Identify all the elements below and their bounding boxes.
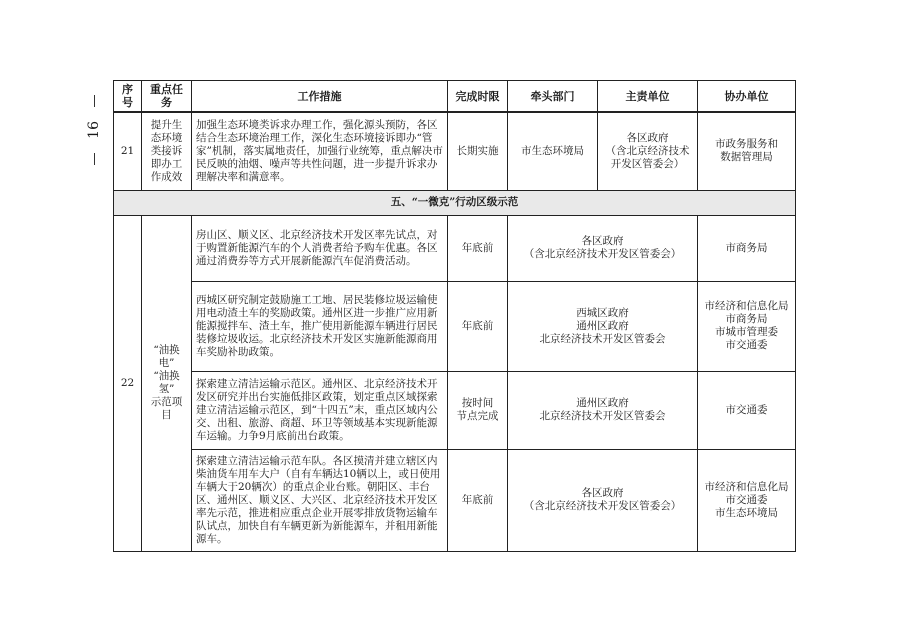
table-row-21 bbox=[114, 112, 796, 190]
row22-sub1-measure: 房山区、顺义区、北京经济技术开发区率先试点，对于购置新能源汽车的个人消费者给予购车优惠。各区通过消费券等方式开展新能源汽车促消费活动。 bbox=[192, 215, 448, 281]
row22-sub3-responsible-line: 通州区政府 bbox=[576, 397, 629, 409]
table-row-22-sub3 bbox=[114, 371, 796, 449]
page-number bbox=[82, 95, 106, 165]
row22-sub4-assist bbox=[698, 449, 796, 551]
row21-assist-line: 数据管理局 bbox=[720, 151, 773, 164]
row21-deadline: 长期实施 bbox=[448, 112, 508, 190]
header-measure: 工作措施 bbox=[192, 81, 448, 113]
header-responsible: 主责单位 bbox=[598, 81, 698, 113]
page-number-dash-bottom bbox=[94, 153, 95, 165]
row22-no: 22 bbox=[114, 215, 142, 551]
row21-assist-line: 市政务服务和 bbox=[715, 138, 778, 151]
row22-sub2-assist bbox=[698, 281, 796, 371]
row22-sub4-assist-line: 市交通委 bbox=[725, 493, 768, 506]
header-lead: 牵头部门 bbox=[508, 81, 598, 113]
row22-sub2-responsible bbox=[508, 281, 698, 371]
row22-sub3-assist: 市交通委 bbox=[698, 371, 796, 449]
page-number-dash-top bbox=[94, 95, 95, 107]
page-number-text: 16 bbox=[86, 121, 102, 139]
row22-sub3-deadline-line: 节点完成 bbox=[456, 410, 499, 422]
row22-sub2-responsible-line: 北京经济技术开发区管委会 bbox=[539, 332, 666, 345]
row22-sub3-responsible bbox=[508, 371, 698, 449]
row22-sub4-measure: 探索建立清洁运输示范车队。各区摸清并建立辖区内柴油货车用车大户（自有车辆达10辆以上，或日使用车辆大于20辆次）的重点企业台账。朝阳区、丰台区、通州区、顺义区、大兴区、北京经济技术开发区率先示范，推进相应重点企业开展零排放货物运输车队试点，加快自有车辆更新为新能源车，并租用新能源车。 bbox=[192, 449, 448, 551]
row22-sub2-assist-line: 市交通委 bbox=[725, 339, 768, 351]
row22-sub4-assist-line: 市经济和信息化局 bbox=[704, 480, 789, 493]
row22-sub1-responsible-line: 各区政府 bbox=[581, 235, 624, 247]
section-title: 五、“一微克”行动区级示范 bbox=[114, 190, 796, 215]
table-row-22-sub2 bbox=[114, 281, 796, 371]
row21-responsible-line: （含北京经济技术 bbox=[605, 144, 690, 157]
row22-sub1-responsible-line: （含北京经济技术开发区管委会） bbox=[523, 248, 682, 260]
row21-responsible-line: 开发区管委会） bbox=[610, 157, 685, 170]
header-no: 序号 bbox=[114, 81, 142, 113]
row21-task: 提升生态环境类接诉即办工作成效 bbox=[142, 112, 192, 190]
row22-task bbox=[142, 215, 192, 551]
row22-sub4-responsible bbox=[508, 449, 698, 551]
row22-sub1-deadline: 年底前 bbox=[448, 215, 508, 281]
row21-lead: 市生态环境局 bbox=[508, 112, 598, 190]
row21-assist bbox=[698, 112, 796, 190]
row22-sub3-responsible-line: 北京经济技术开发区管委会 bbox=[539, 410, 666, 422]
row22-sub2-deadline: 年底前 bbox=[448, 281, 508, 371]
row22-sub2-measure: 西城区研究制定鼓励施工工地、居民装修垃圾运输使用电动渣土车的奖励政策。通州区进一步推广应用新能源搅拌车、渣土车，推广使用新能源车辆进行居民装修垃圾收运。北京经济技术开发区实施新能源商用车奖励补助政策。 bbox=[192, 281, 448, 371]
row22-sub4-deadline: 年底前 bbox=[448, 449, 508, 551]
row22-sub2-assist-line: 市商务局 bbox=[725, 313, 768, 325]
row22-sub4-responsible-line: （含北京经济技术开发区管委会） bbox=[523, 500, 682, 512]
row22-sub2-responsible-line: 通州区政府 bbox=[576, 319, 629, 332]
row21-measure: 加强生态环境类诉求办理工作，强化源头预防，各区结合生态环境治理工作，深化生态环境接诉即办“管家”机制，落实属地责任，加强行业统筹，重点解决市民反映的油烟、噪声等共性问题，进一步提升诉求办理解决率和满意率。 bbox=[192, 112, 448, 190]
row22-sub3-deadline bbox=[448, 371, 508, 449]
row21-responsible-line: 各区政府 bbox=[626, 131, 669, 144]
header-task: 重点任务 bbox=[142, 81, 192, 113]
table-row-22-sub1 bbox=[114, 215, 796, 281]
section-row bbox=[114, 190, 796, 215]
row22-sub2-responsible-line: 西城区政府 bbox=[576, 306, 629, 319]
row22-sub1-assist: 市商务局 bbox=[698, 215, 796, 281]
row22-sub3-measure: 探索建立清洁运输示范区。通州区、北京经济技术开发区研究并出台实施低排区政策，划定重点区域探索建立清洁运输示范区，到“十四五”末，重点区域内公交、出租、旅游、商超、环卫等领域基本实现新能源车运输。力争9月底前出台政策。 bbox=[192, 371, 448, 449]
task-table bbox=[113, 80, 796, 552]
row22-task-line: “油换氢” bbox=[153, 370, 180, 395]
table-header-row bbox=[114, 81, 796, 113]
header-deadline: 完成时限 bbox=[448, 81, 508, 113]
row22-sub2-assist-line: 市经济和信息化局 bbox=[704, 300, 789, 312]
table-row-22-sub4 bbox=[114, 449, 796, 551]
row22-sub3-deadline-line: 按时间 bbox=[461, 397, 494, 409]
row22-sub2-assist-line: 市城市管理委 bbox=[715, 326, 778, 338]
row22-sub4-responsible-line: 各区政府 bbox=[581, 487, 624, 499]
row21-no: 21 bbox=[114, 112, 142, 190]
row21-responsible bbox=[598, 112, 698, 190]
row22-sub4-assist-line: 市生态环境局 bbox=[715, 506, 778, 519]
header-assist: 协办单位 bbox=[698, 81, 796, 113]
row22-sub1-responsible bbox=[508, 215, 698, 281]
row22-task-line: 示范项目 bbox=[150, 396, 183, 421]
row22-task-line: “油换电” bbox=[153, 344, 180, 369]
